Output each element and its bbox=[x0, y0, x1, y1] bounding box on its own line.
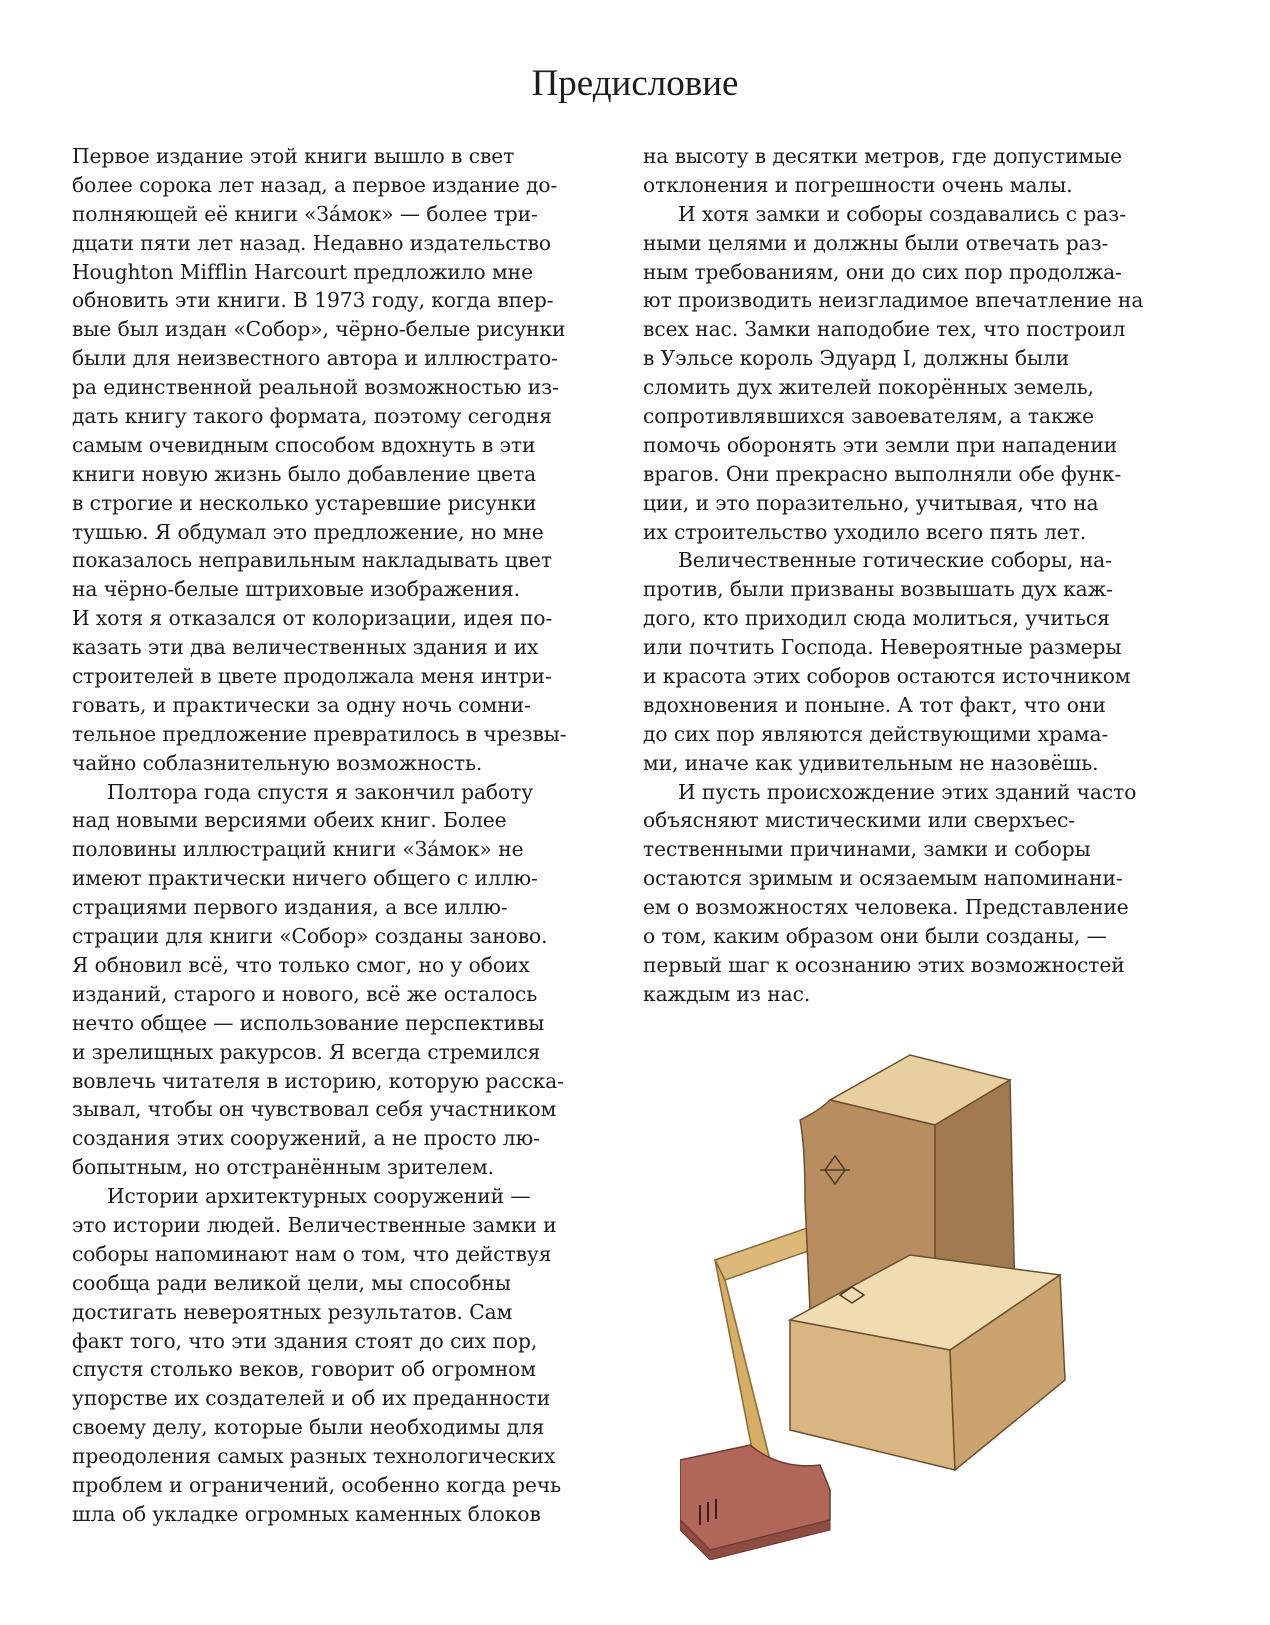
right-column-line: вдохновения и поныне. А тот факт, что они bbox=[643, 692, 1106, 717]
right-column-line: ют производить неизгладимое впечатление на bbox=[643, 288, 1144, 313]
left-column-line: Истории архитектурных сооружений — bbox=[107, 1184, 531, 1209]
right-column-line: ными целями и должны были отвечать раз- bbox=[643, 230, 1109, 255]
left-column-line: тушью. Я обдумал это предложение, но мне bbox=[72, 519, 544, 544]
left-column-line: показалось неправильным накладывать цвет bbox=[72, 548, 552, 573]
left-column-line: Первое издание этой книги вышло в свет bbox=[72, 144, 515, 168]
left-column-line: на чёрно-белые штриховые изображения. bbox=[72, 577, 521, 602]
right-column-line: в Уэльсе король Эдуард I, должны были bbox=[643, 346, 1070, 371]
left-column-line: были для неизвестного автора и иллюстрато- bbox=[72, 346, 558, 371]
left-column-line: достигать невероятных результатов. Сам bbox=[72, 1299, 513, 1324]
left-column-line: И хотя я отказался от колоризации, идея по- bbox=[72, 606, 553, 631]
left-column-line: зывал, чтобы он чувствовал себя участником bbox=[72, 1097, 557, 1122]
right-column-line: сопротивлявшихся завоевателям, а также bbox=[643, 404, 1094, 429]
left-column-line: строителей в цвете продолжала меня интри- bbox=[72, 664, 552, 689]
right-column-line: о том, каким образом они были созданы, — bbox=[643, 924, 1107, 949]
left-column-line: преодоления самых разных технологических bbox=[72, 1444, 556, 1469]
left-column-line: книги новую жизнь было добавление цвета bbox=[72, 461, 537, 486]
right-column-line: тественными причинами, замки и соборы bbox=[643, 837, 1091, 862]
left-column-line: полняющей её книги «За́мок» — более три- bbox=[72, 201, 538, 226]
left-column-line: чайно соблазнительную возможность. bbox=[72, 750, 483, 775]
left-column-line: вые был издан «Собор», чёрно-белые рисунки bbox=[72, 317, 566, 342]
left-column-line: над новыми версиями обеих книг. Более bbox=[72, 808, 507, 833]
left-column-line: бопытным, но отстранённым зрителем. bbox=[72, 1155, 494, 1180]
left-column-line: в строгие и несколько устаревшие рисунки bbox=[72, 490, 537, 515]
left-column-line: вовлечь читателя в историю, которую расска- bbox=[72, 1068, 564, 1093]
left-column-line: и зрелищных ракурсов. Я всегда стремился bbox=[72, 1039, 541, 1064]
right-column-line: и красота этих соборов остаются источником bbox=[643, 664, 1131, 689]
left-column-line: Полтора года спустя я закончил работу bbox=[107, 779, 534, 804]
left-column-line: обновить эти книги. В 1973 году, когда впер- bbox=[72, 288, 554, 313]
left-text-column bbox=[72, 142, 612, 1529]
right-text-column bbox=[643, 142, 1178, 1009]
right-column-line: первый шаг к осознанию этих возможностей bbox=[643, 952, 1125, 977]
left-column-line: создания этих сооружений, а не просто лю- bbox=[72, 1126, 540, 1151]
left-column-line: дцати пяти лет назад. Недавно издательство bbox=[72, 230, 552, 255]
carved-stone-blocks-illustration bbox=[680, 1050, 1110, 1560]
right-column-line: или почтить Господа. Невероятные размеры bbox=[643, 635, 1122, 660]
right-column-line: Величественные готические соборы, на- bbox=[678, 548, 1112, 573]
left-column-line: страциями первого издания, а все иллю- bbox=[72, 895, 508, 920]
right-column-line: дого, кто приходил сюда молиться, учиться bbox=[643, 606, 1110, 631]
left-column-line: своему делу, которые были необходимы для bbox=[72, 1415, 545, 1440]
left-column-line: соборы напоминают нам о том, что действуя bbox=[72, 1241, 552, 1266]
page-title: Предисловие bbox=[531, 63, 739, 104]
left-column-line: половины иллюстраций книги «За́мок» не bbox=[72, 837, 524, 862]
right-column-line: до сих пор являются действующими храма- bbox=[643, 721, 1109, 746]
left-column-line: страции для книги «Собор» созданы заново. bbox=[72, 924, 548, 949]
left-column-line: сообща ради великой цели, мы способны bbox=[72, 1270, 511, 1295]
right-column-line: всех нас. Замки наподобие тех, что построил bbox=[643, 317, 1126, 342]
right-column-line: на высоту в десятки метров, где допустимые bbox=[643, 144, 1123, 168]
left-column-line: нечто общее — использование перспективы bbox=[72, 1010, 545, 1035]
left-column-line: факт того, что эти здания стоят до сих пор, bbox=[72, 1328, 538, 1353]
left-column-line: ра единственной реальной возможностью из- bbox=[72, 375, 559, 400]
right-column-line: их строительство уходило всего пять лет. bbox=[643, 519, 1087, 544]
left-column-line: Я обновил всё, что только смог, но у обоих bbox=[72, 952, 530, 977]
left-column-line: тельное предложение превратилось в чрезвы- bbox=[72, 721, 567, 746]
right-column-line: ным требованиям, они до сих пор продолжа- bbox=[643, 259, 1122, 284]
right-column-line: врагов. Они прекрасно выполняли обе функ- bbox=[643, 461, 1122, 486]
right-column-line: остаются зримым и осязаемым напоминани- bbox=[643, 866, 1123, 891]
left-column-line: изданий, старого и нового, всё же осталось bbox=[72, 981, 538, 1006]
right-column-line: помочь оборонять эти земли при нападении bbox=[643, 432, 1118, 457]
left-column-line: более сорока лет назад, а первое издание до- bbox=[72, 172, 558, 197]
right-column-line: ми, иначе как удивительным не назовёшь. bbox=[643, 750, 1099, 775]
left-column-line: упорстве их создателей и об их преданности bbox=[72, 1386, 551, 1411]
right-column-line: ции, и это поразительно, учитывая, что на bbox=[643, 490, 1099, 515]
right-column-line: каждым из нас. bbox=[643, 981, 811, 1006]
left-column-line: шла об укладке огромных каменных блоков bbox=[72, 1501, 541, 1526]
right-column-line: И пусть происхождение этих зданий часто bbox=[678, 779, 1137, 804]
left-column-line: дать книгу такого формата, поэтому сегодня bbox=[72, 404, 552, 429]
left-column-line: самым очевидным способом вдохнуть в эти bbox=[72, 432, 536, 457]
right-column-line: отклонения и погрешности очень малы. bbox=[643, 172, 1073, 197]
left-column-line: проблем и ограничений, особенно когда речь bbox=[72, 1472, 562, 1497]
right-column-line: против, были призваны возвышать дух каж- bbox=[643, 577, 1113, 602]
right-column-line: сломить дух жителей покорённых земель, bbox=[643, 375, 1094, 400]
left-column-line: имеют практически ничего общего с иллю- bbox=[72, 866, 538, 891]
right-column-line: объясняют мистическими или сверхъес- bbox=[643, 808, 1076, 833]
left-column-line: Houghton Mifflin Harcourt предложило мне bbox=[72, 259, 533, 284]
left-column-line: это истории людей. Величественные замки и bbox=[72, 1212, 557, 1237]
right-column-line: И хотя замки и соборы создавались с раз- bbox=[678, 201, 1127, 226]
left-column-line: говать, и практически за одну ночь сомни- bbox=[72, 692, 531, 717]
left-column-line: казать эти два величественных здания и их bbox=[72, 635, 539, 660]
right-column-line: ем о возможностях человека. Представление bbox=[643, 895, 1129, 920]
left-column-line: спустя столько веков, говорит об огромном bbox=[72, 1357, 536, 1382]
